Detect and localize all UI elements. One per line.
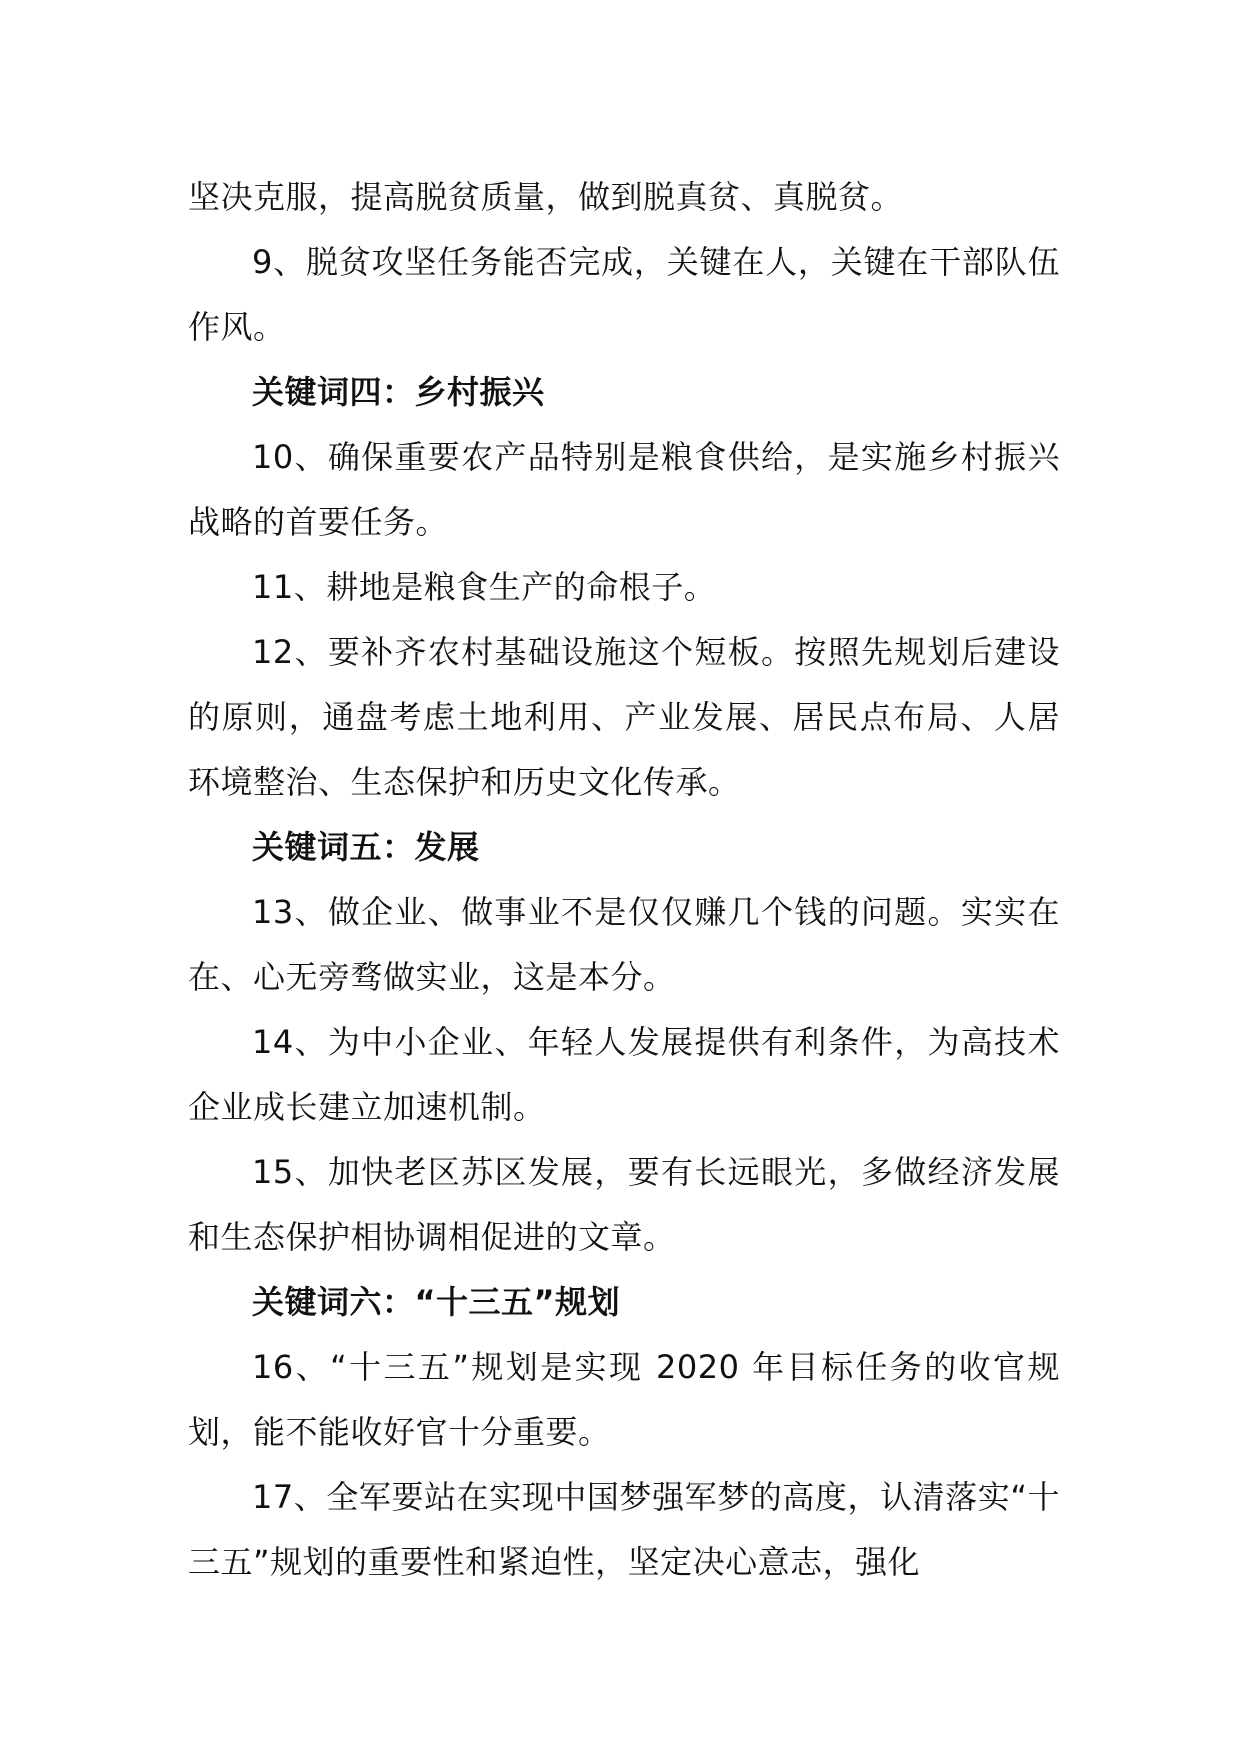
section-heading-keyword-6: 关键词六：“十三五”规划: [252, 1283, 621, 1321]
paragraph-12: 12、要补齐农村基础设施这个短板。按照先规划后建设的原则，通盘考虑土地利用、产业发展、居民点布局、人居环境整治、生态保护和历史文化传承。: [188, 633, 1060, 801]
paragraph-14: 14、为中小企业、年轻人发展提供有利条件，为高技术企业成长建立加速机制。: [188, 1023, 1060, 1126]
paragraph-17: 17、全军要站在实现中国梦强军梦的高度，认清落实“十三五”规划的重要性和紧迫性，坚定决心意志，强化: [188, 1478, 1060, 1581]
paragraph-15: 15、加快老区苏区发展，要有长远眼光，多做经济发展和生态保护相协调相促进的文章。: [188, 1153, 1060, 1256]
section-heading-keyword-5: 关键词五：发展: [252, 828, 480, 866]
paragraph-continuation: 坚决克服，提高脱贫质量，做到脱真贫、真脱贫。: [188, 178, 904, 216]
paragraph-16: 16、“十三五”规划是实现 2020 年目标任务的收官规划，能不能收好官十分重要。: [188, 1348, 1060, 1451]
paragraph-11: 11、耕地是粮食生产的命根子。: [252, 568, 717, 606]
paragraph-13: 13、做企业、做事业不是仅仅赚几个钱的问题。实实在在、心无旁骛做实业，这是本分。: [188, 893, 1060, 996]
paragraph-10: 10、确保重要农产品特别是粮食供给，是实施乡村振兴战略的首要任务。: [188, 438, 1060, 541]
paragraph-9: 9、脱贫攻坚任务能否完成，关键在人，关键在干部队伍作风。: [188, 243, 1060, 346]
document-page: [188, 165, 1060, 1595]
section-heading-keyword-4: 关键词四：乡村振兴: [252, 373, 545, 411]
